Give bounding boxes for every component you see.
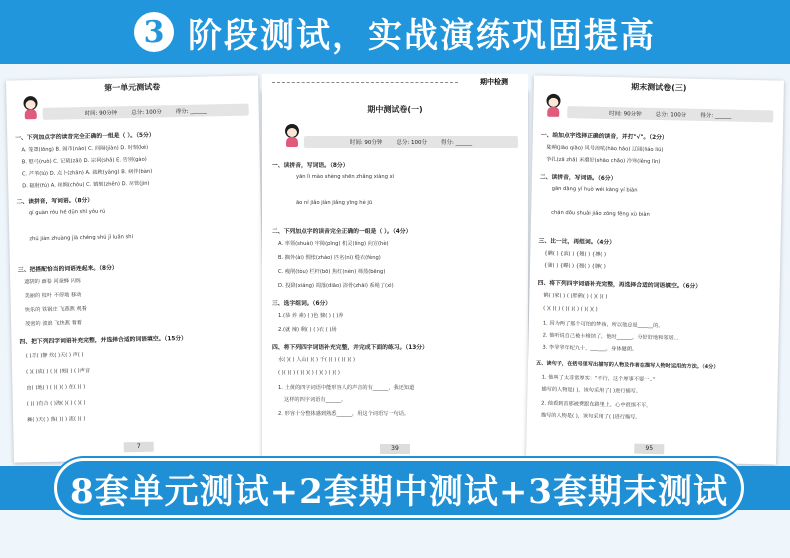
fill-line: ( )( )( ) ( )( )( ) ( )( ) ( )( ) [278,370,340,376]
question-line: D. 投降(xiáng) 凋落(diāo) 浴骨(zhāi) 系绳了(xì) [278,283,394,289]
question-line: A. 笼罩(lǒng) B. 闹市(nào) C. 间隔(jiàn) D. 时刻(kè) [21,144,149,154]
time-label: 时间: 90分钟 [349,140,383,146]
score-label: 得分: ______ [700,112,732,120]
page-number: 7 [124,442,154,453]
section-heading: 二、读拼音，写词语。（6分） [539,174,617,183]
total-label: 总分: 100分 [655,111,687,119]
reading-line: 描写的人物是( )，该句采用了( )进行描写。 [541,386,642,395]
question-line: D. 辐射(fú) A. 丝绸(chóu) C. 镇刻(zhēn) D. 尽管(jìn) [22,180,150,190]
question-line: C. 瘦削(tòu) 栏杆(bō) 焦红(nèn) 筛蒸(bēng) [278,269,386,275]
reading-line: 2. 他看到首那被费跟在路里上，心中很惧不平。 [541,400,652,409]
exercise-line: 这样的四字词语有______。 [284,397,347,403]
fill-line: ( )羊( )静 炊( )天( ) 声( ) [25,352,84,360]
fill-line: ( )( )( ) ( )( )( ) ( )( )( ) [543,305,598,313]
compare-line: {瞒( ) {滨( ) {翘( ) {搏( ) [544,250,607,258]
fill-line: 由( )地( ) ( )( )( ) 在( )( ) [26,384,86,392]
banner-title: 阶段测试，实战演练巩固提高 [188,15,656,56]
question-line: 陡峭(jiāo qiào) 风号浪吼(hào háo) 辽阔(liáo liú) [546,144,664,154]
pinyin-line: qí guàn róu hé dūn shǐ yóu rú [28,208,106,217]
paper-title: 期末测试卷(三) [631,82,687,93]
section-heading: 一、下列加点字的读音完全正确的一组是（ ）。（5分） [15,132,155,142]
match-line: 遮阴的 画卷 河蚕蜂 闪烁 [24,278,82,286]
fill-line: 水( )( ) 人山( )( ) 千( )( ) ( )( )( ) [278,357,355,363]
reading-line: 描写的人物是( )，该句采用了( )进行描写。 [540,412,641,421]
pinyin-line: yān lì mào shèng shēn zhǎng xiàng xì [296,174,395,180]
step-number-badge: 3 [134,12,174,52]
pinyin-line: gān dàng yí huò wéi kàng yí biàn [551,185,638,194]
section-heading: 四、将下列四字词语补充完整，并完成下面的练习。（13分） [272,345,428,351]
score-label: 得分: ______ [441,140,473,146]
section-heading: 一、读拼音，写词语。（8分） [272,163,349,169]
bottom-caption-pill [54,458,744,518]
question-line: A. 率领(shuài) 牢障(pīng) 机灵(líng) 向宣(hè) [278,241,389,247]
total-label: 总分: 100分 [396,140,428,146]
bottom-caption: 8套单元测试+2套期中测试+3套期末测试 [70,471,728,512]
pinyin-line: āo ní jiǎo jiàn jiǎng yīng hè jū [296,200,373,206]
girl-illustration [543,94,563,118]
fill-line: ( )( )成( ) ( )( )刻( ) ( )声音 [26,367,91,376]
page-number: 95 [634,444,664,455]
exercise-line: 1. 因为两了那个可怕的梦孩，所以他总是______的。 [542,320,664,330]
girl-illustration [282,124,302,148]
question-line: B. 慰弓(ruò) C. 记载(zǎi) D. 宗祠(shǎ) E. 告别(gào) [21,156,147,166]
right-test-paper [526,75,784,464]
score-label: 得分: ______ [175,108,207,116]
question-line: B. 搁外(ài) 惆怅(zhào) 匹名(nì) 缝衣(fèng) [278,255,381,261]
score-bar [43,104,249,120]
match-line: 美丽的 枝叶 不停地 移动 [24,292,82,300]
fill-line: 鹤( )家( ) ( )胖鹤( ) ( )( )( ) [543,292,608,301]
choose-line: 1.(恭 养 素) ( )色 慷( ) ( )养 [278,313,344,319]
question-line: 争扎(zā zhā) 米磨好(shāo chǎo) 冷寒(lěng lǐn) [546,156,661,166]
match-line: 快乐的 铁锅庄 飞燕燕 观看 [24,306,87,314]
question-line: C. 芦苇(lú) D. 点卜(zhān) A. 栽秧(yāng) B. 病伴(bàn) [21,168,153,178]
fill-line: 舞( )天( ) 落( )( ) 流( )( ) [27,416,86,424]
top-banner [0,0,790,64]
section-heading: 三、把搭配恰当的词语连起来。（8分） [17,265,118,274]
exercise-line: 2. 他听说自己被卡格纳了，他时______，分好好地和邻居... [542,332,679,342]
match-line: 茂密的 波浪 飞快燕 看着 [25,320,83,328]
score-bar [304,136,518,148]
time-label: 时间: 90分钟 [84,110,118,118]
section-heading: 一、给加点字选择正确的读音，并打"√"。（2分） [540,132,668,142]
fill-line: ( )( )有合 ( )海( )( ) ( )( ) [26,400,86,408]
score-bar [567,106,773,122]
section-heading: 三、比一比，再组词。（4分） [538,238,616,247]
section-heading: 四、将下列四字词语补充完整，再选择合适的词语填空。（6分） [537,280,702,290]
pinyin-line: chán dōu shuài jiǎo zōng fēng xù biàn [551,209,650,218]
middle-test-paper [262,90,528,462]
reading-line: 1. 他叫了太非常厚实："不行，这个厚事不要一.." [541,374,655,384]
left-test-paper [6,75,266,462]
page-number: 39 [380,444,410,454]
exercise-line: 1. 土黄的四字词语中能形容人的声音的有______，我还知道 [278,385,415,391]
paper-title: 第一单元测试卷 [104,82,161,93]
section-heading: 三、选字组词。（6分） [272,301,332,307]
dashed-divider [272,82,458,83]
choose-line: 2.(就 辣) 剩( ) ( )衣 ( )场 [278,327,337,333]
paper-title: 期中测试卷(一) [367,105,423,114]
section-heading: 二、读拼音，写词语。（8分） [16,197,94,206]
section-heading: 二、下列加点字的读音完全正确的一组是（ ）。（4分） [272,229,412,235]
total-label: 总分: 100分 [131,109,162,117]
girl-illustration [20,96,40,120]
midterm-label: 期中检测 [480,78,508,86]
compare-line: {蒲( ) {蝶( ) {翘( ) {膊( ) [544,262,606,270]
exercise-line: 2. 形容十分整体感到熟悉______，用这个词语写一句话。 [278,411,410,417]
section-heading: 五、读句子，在括号里写出描写的人物及作者在描写人物时运用的方法。（4分） [535,360,719,371]
pinyin-line: zhú jiàn zhuàng jià chéng shú jǐ luǎn shí [29,234,134,243]
exercise-line: 3. 李爷爷年纪九十，______，身体健朗。 [542,344,638,353]
section-heading: 四、把下列四字词语补充完整，并选择合适的词语填空。（15分） [19,335,188,346]
time-label: 时间: 90分钟 [609,111,642,118]
midterm-header-band [262,74,528,90]
